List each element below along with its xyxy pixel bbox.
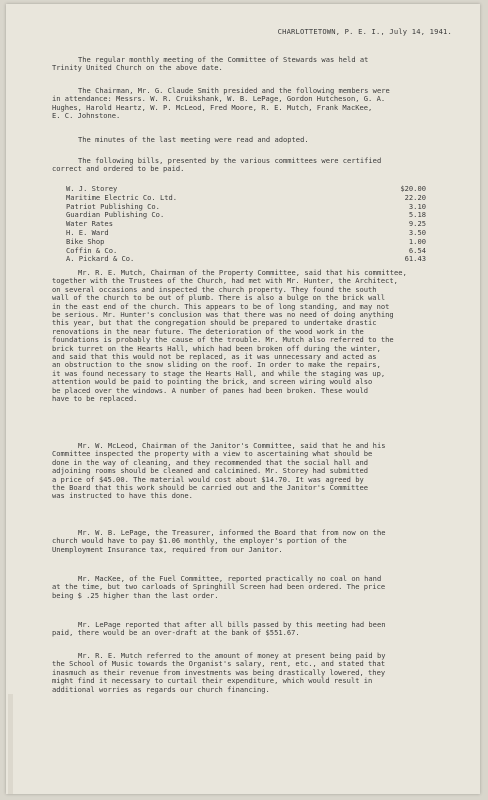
text-line: Mr. R. E. Mutch, Chairman of the Property Committee, said that his committee, bbox=[78, 268, 407, 277]
text-line: Mr. W. B. LePage, the Treasurer, informed the Board that from now on the bbox=[78, 528, 386, 537]
minutes-paragraph bbox=[52, 136, 452, 144]
bill-amount: 61.43 bbox=[404, 254, 426, 264]
dateline: CHARLOTTETOWN, P. E. I., July 14, 1941. bbox=[277, 27, 452, 36]
text-line: together with the Trustees of the Church, had met with Mr. Hunter, the Architect, bbox=[52, 276, 398, 286]
text-line: The regular monthly meeting of the Committee of Stewards was held at bbox=[78, 55, 369, 64]
bill-row bbox=[66, 229, 426, 238]
text-line: attention would be paid to pointing the brick, and screen wiring would also bbox=[52, 377, 373, 387]
bill-row bbox=[66, 238, 426, 247]
bill-row bbox=[66, 220, 426, 229]
text-line: have to be replaced. bbox=[52, 394, 138, 404]
bill-payee: A. Pickard & Co. bbox=[66, 254, 135, 264]
text-line: the School of Music towards the Organist's salary, rent, etc., and stated that bbox=[52, 659, 386, 669]
paper-stain bbox=[8, 694, 13, 794]
text-line: church would have to pay $1.06 monthly, the employer's portion of the bbox=[52, 536, 347, 546]
organist-paragraph bbox=[52, 652, 452, 694]
treasurer-paragraph bbox=[52, 529, 452, 554]
text-line: additional worries as regards our church financing. bbox=[52, 684, 270, 694]
bill-payee: Bike Shop bbox=[66, 236, 105, 246]
text-line: at the time, but two carloads of Springhill Screen had been ordered. The price bbox=[52, 582, 386, 592]
bill-amount: $20.00 bbox=[400, 184, 426, 193]
text-line: and said that this would not be replaced, as it was unnecessary and acted as bbox=[52, 352, 377, 362]
minutes-page bbox=[6, 4, 480, 794]
text-line: the Board that this work should be carried out and the Janitor's Committee bbox=[52, 483, 369, 493]
fuel-paragraph bbox=[52, 575, 452, 600]
text-line: foundations is probably the cause of the trouble. Mr. Mutch also referred to the bbox=[52, 335, 394, 345]
bill-row bbox=[66, 211, 426, 220]
text-line: wall of the church to be out of plumb. There is also a bulge on the brick wall bbox=[52, 293, 386, 303]
bill-payee: Patriot Publishing Co. bbox=[66, 201, 160, 211]
bill-payee: Coffin & Co. bbox=[66, 245, 118, 255]
overdraft-paragraph bbox=[52, 621, 452, 638]
text-line: adjoining rooms should be cleaned and calcimined. Mr. Storey had submitted bbox=[52, 466, 369, 476]
text-line: paid, there would be an over-draft at the bank of $551.67. bbox=[52, 628, 300, 638]
text-line: brick turret on the Hearts Hall, which had been broken off during the winter, bbox=[52, 343, 381, 353]
bill-amount: 6.54 bbox=[408, 245, 426, 255]
text-line: it was found necessary to stage the Hearts Hall, and while the staging was up, bbox=[52, 368, 386, 378]
text-line: The Chairman, Mr. G. Claude Smith presided and the following members were bbox=[78, 86, 390, 95]
text-line: The following bills, presented by the various committees were certified bbox=[78, 156, 382, 165]
bill-row bbox=[66, 255, 426, 264]
text-line: Unemployment Insurance tax, required from our Janitor. bbox=[52, 544, 283, 554]
text-line: in attendance: Messrs. W. R. Cruikshank, W. B. LePage, Gordon Hutcheson, G. A. bbox=[52, 94, 386, 104]
bill-payee: H. E. Ward bbox=[66, 227, 109, 237]
bill-amount: 22.20 bbox=[404, 192, 426, 202]
text-line: Mr. W. McLeod, Chairman of the Janitor's Committee, said that he and his bbox=[78, 441, 386, 450]
text-line: done in the way of cleaning, and they recommended that the social hall and bbox=[52, 457, 369, 467]
text-line: The minutes of the last meeting were read and adopted. bbox=[78, 135, 309, 144]
intro-paragraph bbox=[52, 56, 452, 73]
text-line: was instructed to have this done. bbox=[52, 491, 193, 501]
bill-amount: 3.50 bbox=[408, 227, 426, 237]
text-line: on several occasions and inspected the church property. They found the south bbox=[52, 284, 377, 294]
text-line: Hughes, Harold Heartz, W. P. McLeod, Fred Moore, R. E. Mutch, Frank MacKee, bbox=[52, 102, 373, 112]
text-line: in the east end of the church. This appears to be of long standing, and may not bbox=[52, 301, 390, 311]
text-line: Mr. R. E. Mutch referred to the amount of money at present being paid by bbox=[78, 651, 386, 660]
text-line: Committee inspected the property with a view to ascertaining what should be bbox=[52, 449, 373, 459]
attendance-paragraph bbox=[52, 87, 452, 121]
bill-amount: 9.25 bbox=[408, 219, 426, 229]
text-line: a price of $45.00. The material would cost about $14.70. It was agreed by bbox=[52, 474, 364, 484]
bill-payee: W. J. Storey bbox=[66, 184, 118, 193]
bills-list bbox=[66, 185, 426, 264]
property-paragraph bbox=[52, 269, 452, 404]
text-line: this year, but that the congregation should be prepared to undertake drastic bbox=[52, 318, 377, 328]
janitor-paragraph bbox=[52, 442, 452, 501]
text-line: Mr. LePage reported that after all bills passed by this meeting had been bbox=[78, 620, 386, 629]
text-line: renovations in the near future. The deterioration of the wood work in the bbox=[52, 326, 364, 336]
text-line: inasmuch as their revenue from investments was being drastically lowered, they bbox=[52, 667, 386, 677]
bill-payee: Guardian Publishing Co. bbox=[66, 210, 165, 220]
text-line: an obstruction to the snow sliding on the roof. In order to make the repairs, bbox=[52, 360, 381, 370]
text-line: correct and ordered to be paid. bbox=[52, 164, 185, 174]
bill-amount: 3.10 bbox=[408, 201, 426, 211]
text-line: be serious. Mr. Hunter's conclusion was that there was no need of doing anything bbox=[52, 310, 394, 320]
text-line: being $ .25 higher than the last order. bbox=[52, 590, 219, 600]
text-line: be placed over the windows. A number of panes had been broken. These would bbox=[52, 385, 369, 395]
bill-payee: Water Rates bbox=[66, 219, 113, 229]
bill-amount: 5.18 bbox=[408, 210, 426, 220]
text-line: Mr. MacKee, of the Fuel Committee, reported practically no coal on hand bbox=[78, 574, 382, 583]
text-line: Trinity United Church on the above date. bbox=[52, 63, 223, 73]
bills-intro-paragraph bbox=[52, 157, 452, 174]
bill-amount: 1.00 bbox=[408, 236, 426, 246]
text-line: E. C. Johnstone. bbox=[52, 111, 121, 121]
text-line: might find it necessary to curtail their expenditure, which would result in bbox=[52, 676, 373, 686]
bill-payee: Maritime Electric Co. Ltd. bbox=[66, 192, 178, 202]
